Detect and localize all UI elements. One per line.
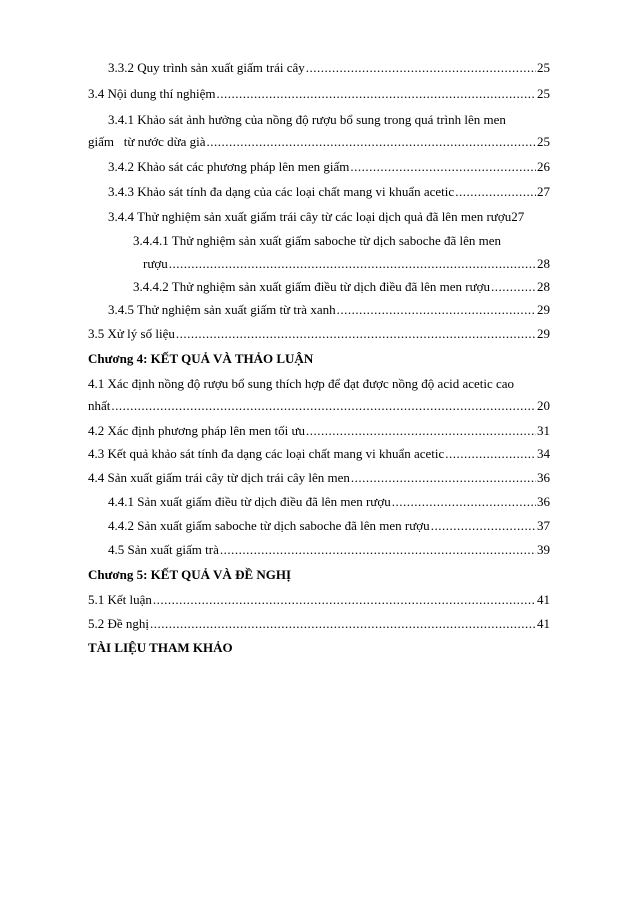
toc-entry-page: 25 (537, 86, 550, 101)
toc-leader-dots (220, 542, 536, 558)
toc-entry-4-4-1[interactable] (108, 494, 550, 510)
toc-entry-5-1[interactable] (88, 592, 550, 608)
toc-entry-page: 31 (537, 423, 550, 438)
toc-entry-title: 3.3.2 Quy trình sản xuất giấm trái cây (108, 60, 305, 75)
toc-leader-dots (153, 592, 536, 608)
references-heading[interactable]: TÀI LIỆU THAM KHẢO (88, 640, 233, 655)
toc-entry-3-5[interactable] (88, 326, 550, 342)
toc-entry-page: 27 (511, 209, 525, 224)
toc-entry-page: 26 (537, 159, 550, 174)
toc-entry-page: 28 (537, 256, 550, 271)
toc-leader-dots (491, 279, 536, 295)
toc-leader-dots (431, 518, 536, 534)
toc-entry-title: 3.4.4 Thử nghiệm sản xuất giấm trái cây từ các loại dịch quả đã lên men rượu (108, 209, 512, 224)
toc-leader-dots (306, 423, 536, 439)
toc-leader-dots (306, 60, 536, 76)
toc-entry-page: 37 (537, 518, 550, 533)
toc-entry-title: giấm từ nước dừa già (88, 134, 206, 149)
toc-entry-3-4-1-line2[interactable] (88, 134, 550, 150)
toc-entry-page: 29 (537, 326, 550, 341)
toc-entry-page: 27 (537, 184, 550, 199)
toc-entry-title: 3.4.2 Khảo sát các phương pháp lên men giấm (108, 159, 350, 174)
toc-entry-page: 41 (537, 592, 550, 607)
toc-entry-title: 3.4.5 Thử nghiệm sản xuất giấm từ trà xanh (108, 302, 336, 317)
toc-entry-3-4-3[interactable] (108, 184, 550, 200)
toc-leader-dots (207, 134, 536, 150)
toc-leader-dots (445, 446, 536, 462)
toc-entry-page: 39 (537, 542, 550, 557)
toc-leader-dots (150, 616, 536, 632)
toc-leader-dots (176, 326, 536, 342)
toc-entry-page: 25 (537, 60, 550, 75)
toc-entry-title: rượu (143, 256, 168, 271)
toc-entry-title: 3.4 Nội dung thí nghiệm (88, 86, 216, 101)
toc-entry-3-3-2[interactable] (108, 60, 550, 76)
toc-entry-page: 25 (537, 134, 550, 149)
toc-entry-title: 3.5 Xử lý số liệu (88, 326, 175, 341)
toc-entry-3-4-4-1-line2[interactable] (143, 256, 550, 272)
toc-entry-3-4-2[interactable] (108, 159, 550, 175)
toc-entry-title: 3.4.4.2 Thử nghiệm sản xuất giấm điều từ dịch điều đã lên men rượu (133, 279, 491, 294)
toc-entry-title: 4.5 Sản xuất giấm trà (108, 542, 219, 557)
toc-entry-3-4[interactable] (88, 86, 550, 102)
toc-entry-title: 4.4 Sản xuất giấm trái cây từ dịch trái cây lên men (88, 470, 350, 485)
toc-entry-page: 41 (537, 616, 550, 631)
toc-entry-title: 4.3 Kết quả khảo sát tính đa dạng các loại chất mang vi khuẩn acetic (88, 446, 445, 461)
toc-entry-title: 4.4.2 Sản xuất giấm saboche từ dịch saboche đã lên men rượu (108, 518, 430, 533)
toc-entry-3-4-1-line1[interactable]: 3.4.1 Khảo sát ảnh hưởng của nồng độ rượu bổ sung trong quá trình lên men (108, 112, 506, 127)
chapter-4-heading[interactable]: Chương 4: KẾT QUẢ VÀ THẢO LUẬN (88, 351, 314, 366)
toc-entry-title: 5.2 Đề nghị (88, 616, 150, 631)
toc-entry-4-2[interactable] (88, 423, 550, 439)
toc-leader-dots (351, 470, 536, 486)
toc-entry-page: 36 (537, 494, 550, 509)
toc-entry-5-2[interactable] (88, 616, 550, 632)
toc-leader-dots (216, 86, 536, 102)
toc-entry-page: 36 (537, 470, 550, 485)
toc-leader-dots (455, 184, 536, 200)
toc-entry-4-4-2[interactable] (108, 518, 550, 534)
toc-entry-4-1-line1[interactable]: 4.1 Xác định nồng độ rượu bổ sung thích hợp để đạt được nồng độ acid acetic cao (88, 376, 515, 391)
toc-entry-title: nhất (88, 398, 111, 413)
toc-entry-title: 4.4.1 Sản xuất giấm điều từ dịch điều đã lên men rượu (108, 494, 391, 509)
toc-entry-title: 4.2 Xác định phương pháp lên men tối ưu (88, 423, 306, 438)
toc-entry-page: 34 (537, 446, 550, 461)
toc-leader-dots (111, 398, 536, 414)
toc-entry-page: 28 (537, 279, 550, 294)
toc-entry-3-4-4-2[interactable] (133, 279, 550, 295)
toc-entry-title: 5.1 Kết luận (88, 592, 152, 607)
toc-leader-dots (392, 494, 536, 510)
toc-entry-4-1-line2[interactable] (88, 398, 550, 414)
toc-leader-dots (169, 256, 536, 272)
toc-entry-4-4[interactable] (88, 470, 550, 486)
toc-entry-3-4-5[interactable] (108, 302, 550, 318)
toc-entry-page: 20 (537, 398, 550, 413)
toc-leader-dots (337, 302, 536, 318)
toc-entry-4-5[interactable] (108, 542, 550, 558)
toc-entry-4-3[interactable] (88, 446, 550, 462)
toc-leader-dots (350, 159, 536, 175)
toc-entry-3-4-4-1-line1[interactable]: 3.4.4.1 Thử nghiệm sản xuất giấm saboche từ dịch saboche đã lên men (133, 233, 502, 248)
chapter-5-heading[interactable]: Chương 5: KẾT QUẢ VÀ ĐỀ NGHỊ (88, 567, 292, 582)
toc-entry-title: 3.4.3 Khảo sát tính đa dạng của các loại chất mang vi khuẩn acetic (108, 184, 455, 199)
toc-entry-page: 29 (537, 302, 550, 317)
toc-entry-3-4-4[interactable] (108, 209, 550, 225)
